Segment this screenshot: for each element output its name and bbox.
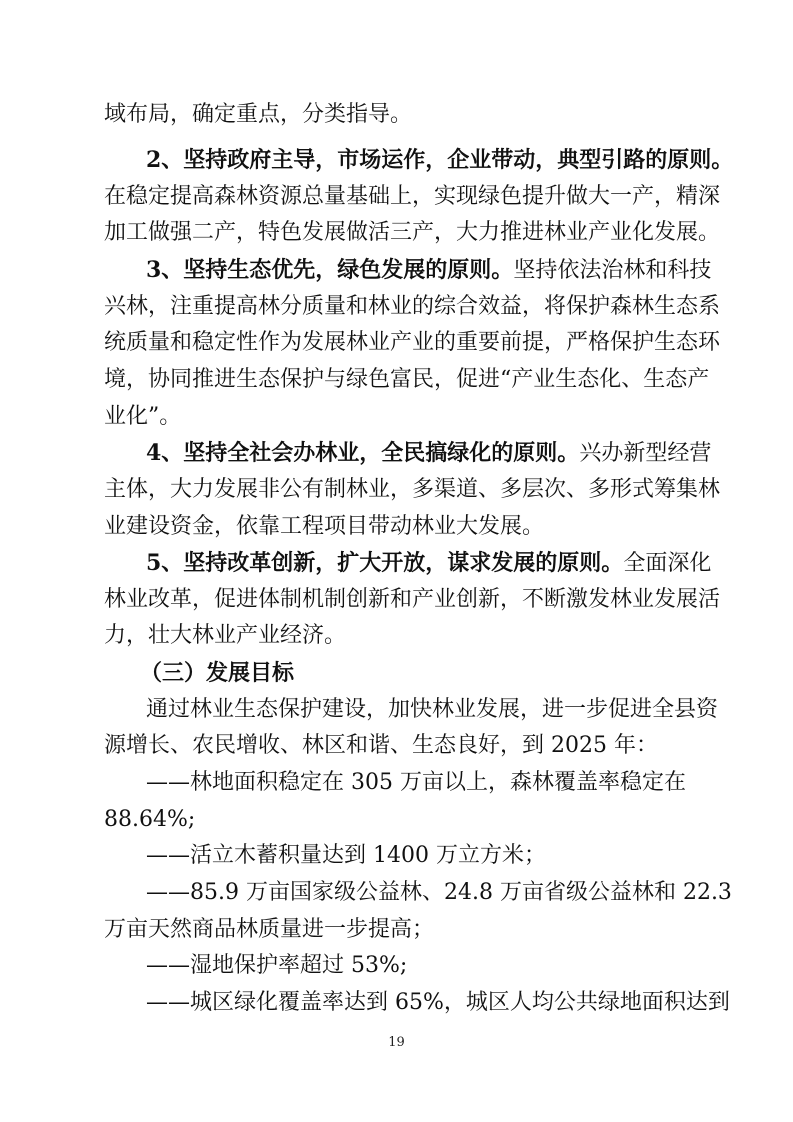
- line-text: 兴林，注重提高林分质量和林业的综合效益，将保护森林生态系: [104, 294, 721, 319]
- text-line-3: [104, 182, 721, 212]
- line-text: 力，壮大林业产业经济。: [104, 623, 347, 648]
- principle-3-line: [146, 255, 712, 285]
- text-line-8: [104, 365, 710, 395]
- line-text: 源增长、农民增收、林区和谐、生态良好，到 2025 年：: [104, 733, 658, 758]
- text-line-23: [104, 915, 694, 945]
- page-number: 19: [388, 1035, 405, 1050]
- principle-5-title: 5、坚持改革创新，扩大开放，谋求发展的原则。: [146, 550, 624, 576]
- line-text: 在稳定提高森林资源总量基础上，实现绿色提升做大一产，精深: [104, 184, 721, 209]
- text-line-4: [104, 218, 721, 248]
- principle-2-heading: [146, 145, 734, 175]
- line-text: 林业改革，促进体制机制创新和产业创新，不断激发林业发展活: [104, 587, 721, 612]
- principle-5-line: [146, 548, 712, 578]
- line-text: ——湿地保护率超过 53%;: [146, 953, 408, 978]
- text-line-20: [104, 805, 694, 835]
- text-line-12: [104, 512, 694, 542]
- principle-4-text: 兴办新型经营: [579, 441, 712, 466]
- principle-5-text: 全面深化: [623, 551, 712, 576]
- text-line-11: [104, 475, 721, 505]
- text-line-6: [104, 292, 721, 322]
- line-text: 统质量和稳定性作为发展林业产业的重要前提，严格保护生态环: [104, 330, 721, 355]
- line-text: 主体，大力发展非公有制林业，多渠道、多层次、多形式筹集林: [104, 477, 721, 502]
- line-text: 域布局，确定重点，分类指导。: [104, 102, 413, 127]
- principle-4-title: 4、坚持全社会办林业，全民搞绿化的原则。: [146, 440, 580, 466]
- text-line-15: [104, 621, 694, 651]
- principle-3-title: 3、坚持生态优先，绿色发展的原则。: [146, 257, 514, 283]
- line-text: 加工做强二产，特色发展做活三产，大力推进林业产业化发展。: [104, 220, 721, 245]
- line-text: 88.64%;: [104, 807, 196, 832]
- line-text: 通过林业生态保护建设，加快林业发展，进一步促进全县资: [146, 697, 719, 722]
- goal-timber-volume: [146, 841, 694, 871]
- goal-public-forest: [146, 878, 732, 908]
- line-text: ——城区绿化覆盖率达到 65%，城区人均公共绿地面积达到: [146, 990, 730, 1015]
- text-line-14: [104, 585, 721, 615]
- line-text: 境，协同推进生态保护与绿色富民，促进“产业生态化、生态产: [104, 367, 710, 392]
- goal-wetland: [146, 951, 694, 981]
- goal-forest-area: [146, 768, 694, 798]
- goal-urban-green: [146, 988, 730, 1018]
- section-heading-goals: [140, 658, 694, 688]
- text-line-17: [146, 695, 719, 725]
- text-line-18: [104, 731, 694, 761]
- text-line-1: [104, 100, 694, 130]
- text-line-9: [104, 402, 694, 432]
- line-text: 业化”。: [104, 404, 182, 429]
- principle-4-line: [146, 438, 712, 468]
- section-title: （三）发展目标: [140, 660, 295, 686]
- line-text: ——活立木蓄积量达到 1400 万立方米；: [146, 843, 546, 868]
- principle-3-text: 坚持依法治林和科技: [513, 258, 712, 283]
- line-text: 万亩天然商品林质量进一步提高；: [104, 917, 435, 942]
- principle-2-title: 2、坚持政府主导，市场运作，企业带动，典型引路的原则。: [146, 147, 734, 173]
- line-text: 业建设资金，依靠工程项目带动林业大发展。: [104, 514, 545, 539]
- line-text: ——85.9 万亩国家级公益林、24.8 万亩省级公益林和 22.3: [146, 880, 732, 905]
- line-text: ——林地面积稳定在 305 万亩以上，森林覆盖率稳定在: [146, 770, 686, 795]
- text-line-7: [104, 328, 721, 358]
